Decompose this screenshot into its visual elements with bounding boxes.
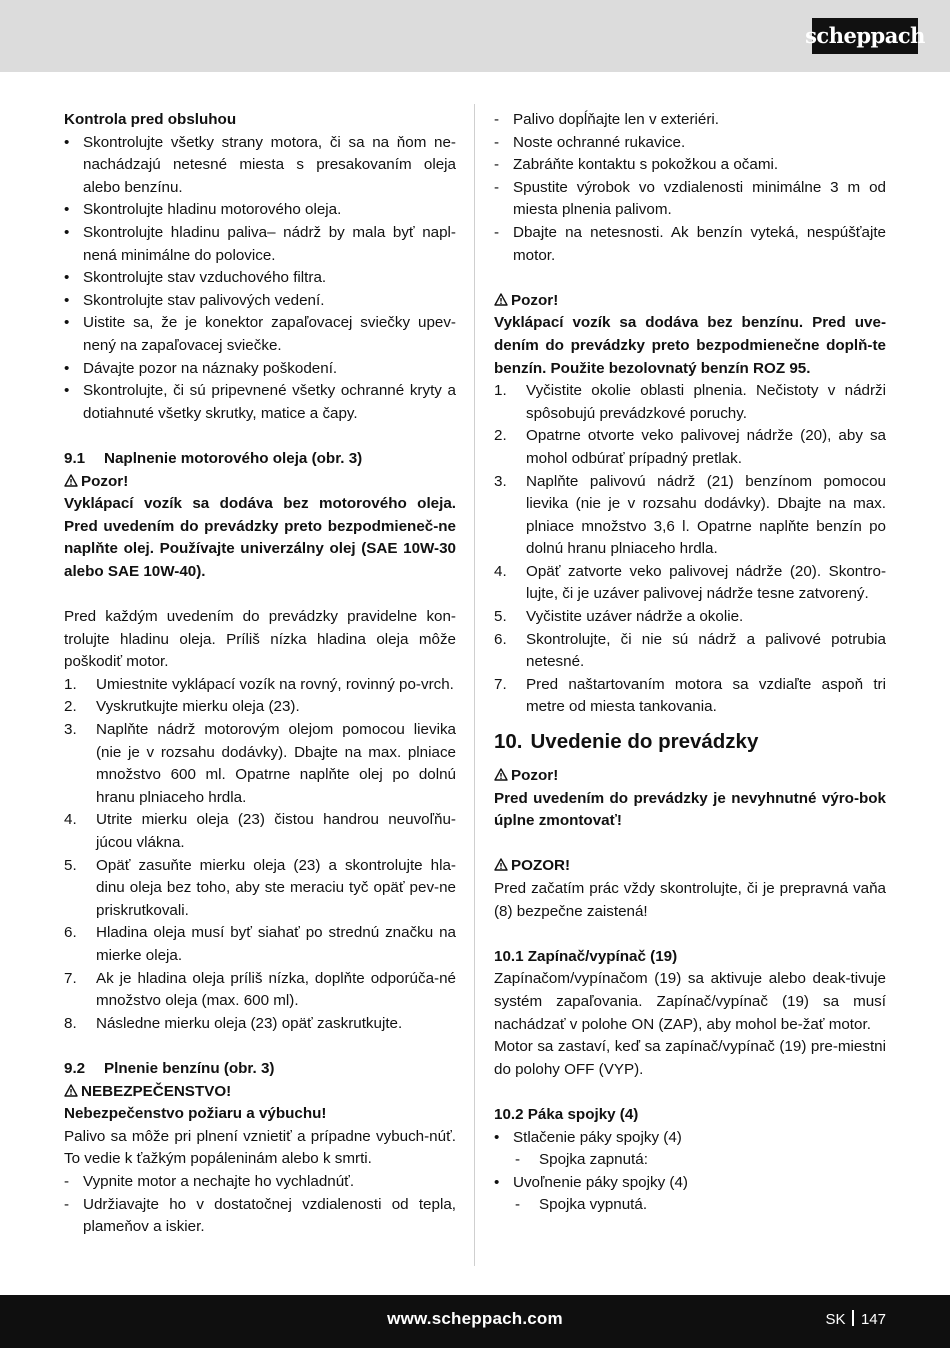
- warning-label: Pozor!: [64, 471, 456, 494]
- switch-text: Zapínačom/vypínačom (19) sa aktivuje alebo deak-tivuje systém zapaľovania. Zapínač/vypínač (19) sa musí nachádzať v polohe ON (ZAP), aby mohol be-žať motor.: [494, 970, 886, 1033]
- warning-label: Pozor!: [494, 765, 886, 788]
- list-item: 7. Pred naštartovaním motora sa vzdiaľte aspoň tri metre od miesta tankovania.: [494, 675, 886, 716]
- list-item: 2. Vyskrutkujte mierku oleja (23).: [64, 698, 300, 716]
- danger-text: Nebezpečenstvo požiaru a výbuchu!: [64, 1105, 327, 1123]
- section-10-2-heading: 10.2 Páka spojky (4): [494, 1105, 639, 1123]
- check-list: [64, 132, 456, 426]
- list-item: - Zabráňte kontaktu s pokožkou a očami.: [494, 156, 779, 174]
- list-item: - Spustite výrobok vo vzdialenosti minimálne 3 m od miesta plnenia palivom.: [494, 178, 886, 219]
- list-item: - Noste ochranné rukavice.: [494, 133, 686, 151]
- warning-triangle-icon: [494, 858, 511, 871]
- list-item: • Skontrolujte stav palivových vedení.: [64, 290, 456, 313]
- section-number: 9.1: [64, 449, 86, 467]
- section-10-heading: 10. Uvedenie do prevádzky: [494, 730, 759, 754]
- left-column: [64, 109, 456, 1239]
- list-item: • Dávajte pozor na náznaky poškodení.: [64, 358, 456, 381]
- fuel-intro: Palivo sa môže pri plnení vznietiť a prípadne vybuch-núť. To vedie k ťažkým popáleninám alebo k smrti.: [64, 1127, 456, 1168]
- right-column: [494, 109, 886, 1217]
- list-item: • Uistite sa, že je konektor zapaľovacej sviečky upev-nený na zapaľovacej sviečke.: [64, 312, 456, 357]
- list-item: - Spojka zapnutá:: [515, 1151, 648, 1169]
- switch-text: Motor sa zastaví, keď sa zapínač/vypínač (19) pre-miestni do polohy OFF (VYP).: [494, 1038, 886, 1078]
- list-item: • Skontrolujte hladinu paliva– nádrž by mala byť napl-nená minimálne do polovice.: [64, 222, 456, 267]
- list-item: - Dbajte na netesnosti. Ak benzín vyteká, nespúšťajte motor.: [494, 223, 886, 264]
- section-10-1-heading: 10.1 Zapínač/vypínač (19): [494, 947, 678, 965]
- list-item: 3. Naplňte palivovú nádrž (21) benzínom pomocou lievika (nie je v rozsahu dodávky). Dbajte na max. plniace množstvo 3,6 l. Opatrne naplňte benzín po dolnú hranu plniaceho hrdla.: [494, 472, 886, 558]
- danger-label: NEBEZPEČENSTVO!: [64, 1081, 456, 1104]
- footer-url: www.scheppach.com: [387, 1309, 563, 1328]
- footer-bar: [0, 1295, 950, 1348]
- list-item: 2. Opatrne otvorte veko palivovej nádrže (20), aby sa mohol odbúrať prípadný pretlak.: [494, 427, 886, 467]
- list-item: • Skontrolujte všetky strany motora, či sa na ňom ne-nachádzajú netesné miesta s presakovaním oleja alebo benzínu.: [64, 132, 456, 200]
- warning-label: POZOR!: [494, 855, 886, 878]
- section-title: Naplnenie motorového oleja (obr. 3): [104, 449, 363, 467]
- list-item: 5. Vyčistite uzáver nádrže a okolie.: [494, 608, 744, 626]
- list-item: • Skontrolujte stav vzduchového filtra.: [64, 267, 456, 290]
- list-item: 1. Vyčistite okolie oblasti plnenia. Nečistoty v nádrži spôsobujú prevádzkové poruchy.: [494, 382, 886, 422]
- list-item: 6. Skontrolujte, či nie sú nádrž a palivové potrubia netesné.: [494, 630, 886, 671]
- list-item: 4. Utrite mierku oleja (23) čistou handrou neuvoľňu-júcou vlákna.: [64, 811, 456, 851]
- column-divider: [474, 104, 475, 1266]
- warning-triangle-icon: [494, 768, 511, 781]
- oil-steps: [64, 674, 456, 1036]
- warning-text: Pred začatím prác vždy skontrolujte, či je prepravná vaňa (8) bezpečne zaistená!: [494, 880, 886, 920]
- list-item: 3. Naplňte nádrž motorovým olejom pomocou lievika (nie je v rozsahu dodávky). Dbajte na max. plniace množstvo 600 ml. Opatrne naplňte olej po dolnú hranu plniaceho hrdla.: [64, 721, 456, 806]
- list-item: • Stlačenie páky spojky (4): [494, 1127, 886, 1150]
- brand-logo: scheppach: [812, 18, 918, 54]
- list-item: - Spojka vypnutá.: [515, 1196, 648, 1214]
- warning-triangle-icon: [64, 1084, 81, 1097]
- fuel-steps: [494, 380, 886, 719]
- list-item: • Uvoľnenie páky spojky (4): [494, 1172, 886, 1195]
- section-number: 9.2: [64, 1059, 86, 1077]
- warning-label: Pozor!: [494, 290, 886, 313]
- oil-intro: Pred každým uvedením do prevádzky pravidelne kon-trolujte hladinu oleja. Príliš nízka hladina oleja môže poškodiť motor.: [64, 608, 456, 671]
- list-item: - Vypnite motor a nechajte ho vychladnúť.: [64, 1172, 355, 1190]
- check-title: Kontrola pred obsluhou: [64, 111, 237, 128]
- list-item: - Palivo dopĺňajte len v exteriéri.: [494, 111, 719, 128]
- list-item: 7. Ak je hladina oleja príliš nízka, doplňte odporúča-né množstvo oleja (max. 600 ml).: [64, 969, 456, 1010]
- list-item: 6. Hladina oleja musí byť siahať po strednú značku na mierke oleja.: [64, 924, 456, 964]
- section-9-1-heading: [64, 448, 456, 471]
- warning-triangle-icon: [494, 293, 511, 306]
- section-title: Plnenie benzínu (obr. 3): [104, 1059, 275, 1077]
- warning-triangle-icon: [64, 474, 81, 487]
- list-item: - Udržiavajte ho v dostatočnej vzdialenosti od tepla, plameňov a iskier.: [64, 1195, 456, 1236]
- warning-text: Vyklápací vozík sa dodáva bez benzínu. Pred uve-dením do prevádzky preto bezpodmienečne doplň-te benzín. Použite bezolovnatý benzín ROZ 95.: [494, 314, 886, 377]
- list-item: 8. Následne mierku oleja (23) opäť zaskrutkujte.: [64, 1014, 403, 1032]
- page-number: SK 147: [825, 1311, 886, 1328]
- list-item: • Skontrolujte, či sú pripevnené všetky ochranné kryty a dotiahnuté všetky skrutky, matice a čapy.: [64, 380, 456, 425]
- warning-text: Pred uvedením do prevádzky je nevyhnutné výro-bok úplne zmontovať!: [494, 789, 886, 830]
- warning-text: Vyklápací vozík sa dodáva bez motorového oleja. Pred uvedením do prevádzky preto bezpodmieneč-ne naplňte olej. Používajte univerzálny olej (SAE 10W-30 alebo SAE 10W-40).: [64, 495, 456, 580]
- section-9-2-heading: [64, 1058, 456, 1081]
- list-item: 1. Umiestnite vyklápací vozík na rovný, rovinný po-vrch.: [64, 675, 454, 693]
- list-item: 4. Opäť zatvorte veko palivovej nádrže (20). Skontro-lujte, či je uzáver palivovej nádrže tesne zatvorený.: [494, 562, 886, 603]
- list-item: 5. Opäť zasuňte mierku oleja (23) a skontrolujte hla-dinu oleja bez toho, aby ste meraciu tyč opäť pev-ne priskrutkovali.: [64, 856, 456, 919]
- list-item: • Skontrolujte hladinu motorového oleja.: [64, 199, 456, 222]
